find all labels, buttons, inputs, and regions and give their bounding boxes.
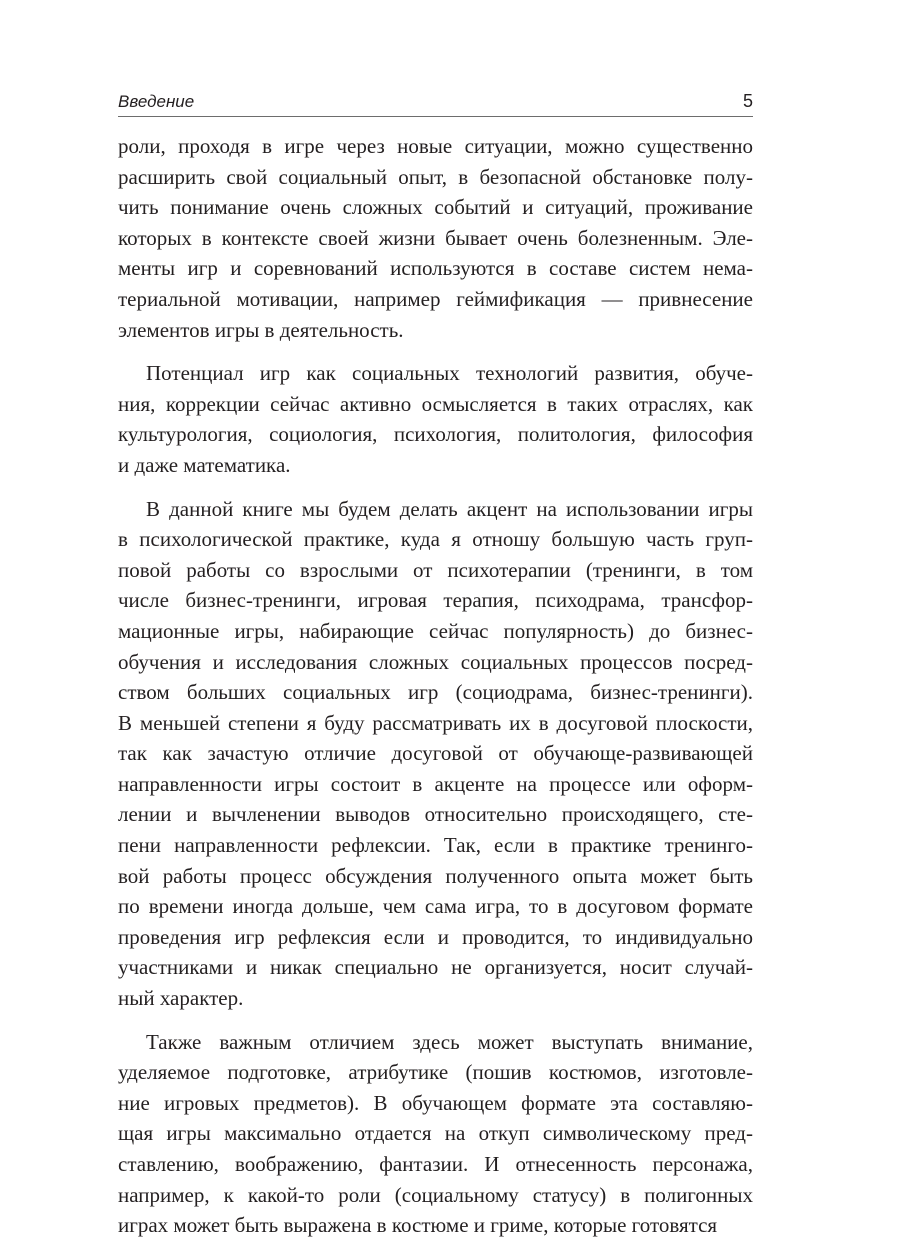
book-page (118, 86, 753, 1254)
text-line: мационные игры, набирающие сейчас популярность) до бизнес- (118, 618, 753, 643)
text-line: ставлению, воображению, фантазии. И отнесенность персонажа, (118, 1152, 753, 1176)
text-line: обучения и исследования сложных социальных процессов посред- (118, 649, 753, 674)
text-line: и даже математика. (118, 452, 291, 477)
text-line: ством больших социальных игр (социодрама, бизнес-тренинги). (118, 680, 753, 705)
running-head: Введение (118, 92, 195, 111)
paragraph (118, 358, 753, 480)
text-line: Также важным отличием здесь может выступать внимание, (146, 1029, 753, 1054)
text-line: культурология, социология, психология, политология, философия (118, 422, 753, 447)
text-line: щая игры максимально отдается на откуп символическому пред- (118, 1121, 753, 1146)
text-line: участниками и никак специально не организуется, носит случай- (118, 955, 753, 980)
text-line: расширить свой социальный опыт, в безопасной обстановке полу- (118, 164, 753, 189)
text-line: которых в контексте своей жизни бывает очень болезненным. Эле- (118, 225, 753, 250)
text-line: в психологической практике, куда я отношу большую часть груп- (118, 527, 753, 552)
text-line: проведения игр рефлексия если и проводится, то индивидуально (118, 924, 753, 949)
text-line: играх может быть выражена в костюме и гриме, которые готовятся (118, 1213, 718, 1238)
paragraph (118, 494, 753, 1014)
text-line: териальной мотивации, например геймификация — привнесение (118, 286, 753, 311)
text-line: так как зачастую отличие досуговой от обучающе-развивающей (118, 741, 753, 766)
page-number: 5 (742, 91, 753, 111)
text-line: ный характер. (118, 986, 244, 1011)
text-line: ние игровых предметов). В обучающем формате эта составляю- (118, 1090, 753, 1115)
text-line: вой работы процесс обсуждения полученного опыта может быть (118, 863, 753, 888)
text-line: уделяемое подготовке, атрибутике (пошив костюмов, изготовле- (118, 1060, 753, 1085)
text-line: В меньшей степени я буду рассматривать их в досуговой плоскости, (118, 710, 753, 735)
text-line: В данной книге мы будем делать акцент на использовании игры (146, 496, 753, 521)
page-header (118, 86, 753, 117)
paragraph (118, 1027, 753, 1241)
text-line: роли, проходя в игре через новые ситуации, можно существенно (118, 134, 753, 158)
text-line: менты игр и соревнований используются в составе систем нема- (118, 256, 753, 281)
text-line: чить понимание очень сложных событий и ситуаций, проживание (118, 195, 753, 220)
text-line: например, к какой-то роли (социальному статусу) в полигонных (118, 1182, 753, 1207)
text-line: числе бизнес-тренинги, игровая терапия, психодрама, трансфор- (118, 588, 753, 613)
text-line: пени направленности рефлексии. Так, если в практике тренинго- (118, 833, 753, 858)
text-line: по времени иногда дольше, чем сама игра, то в досуговом формате (118, 894, 753, 919)
text-line: лении и вычленении выводов относительно происходящего, сте- (118, 802, 753, 827)
text-line: повой работы со взрослыми от психотерапии (тренинги, в том (118, 557, 753, 582)
text-line: элементов игры в деятельность. (118, 317, 404, 342)
paragraph (118, 131, 753, 345)
text-line: Потенциал игр как социальных технологий развития, обуче- (146, 361, 753, 386)
text-line: направленности игры состоит в акценте на процессе или оформ- (118, 771, 753, 796)
text-line: ния, коррекции сейчас активно осмысляется в таких отраслях, как (118, 391, 753, 416)
body-text (118, 131, 753, 1241)
